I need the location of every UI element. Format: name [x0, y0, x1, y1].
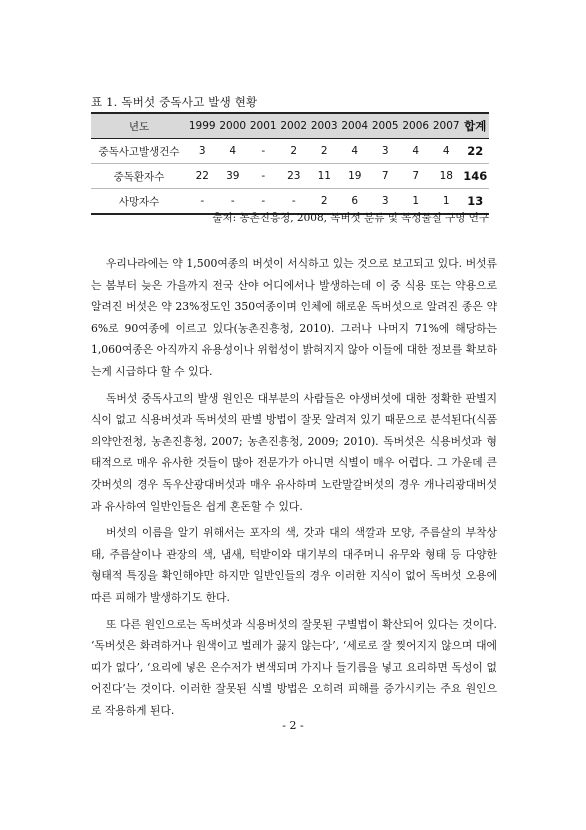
table-cell: 4	[412, 145, 420, 157]
row-label: 사망자수	[118, 195, 160, 208]
header-2004: 2004	[341, 120, 369, 132]
header-2000: 2000	[219, 120, 247, 132]
table-row	[91, 164, 489, 189]
header-year: 년도	[128, 120, 150, 133]
table-row	[91, 139, 489, 164]
table-cell: 4	[442, 145, 450, 157]
paragraph: 우리나라에는 약 1,500여종의 버섯이 서식하고 있는 것으로 보고되고 있다. 버섯류는 봄부터 늦은 가을까지 전국 산야 어디에서나 발생하는데 이 중 식용 또는 약용으로 알려진 버섯은 약 23%정도인 350여종이며 인체에 해로운 독버섯으로 알려진 종은 약 6%로 90여종에 이르고 있다(농촌진흥청, 2010). 그러나 나머지 71%에 해당하는 1,060여종은 아직까지 유용성이나 위험성이 밝혀지지 않아 이들에 대한 정보를 확보하는게 시급하다 할 수 있다.	[91, 257, 497, 378]
page-number: - 2 -	[282, 719, 304, 732]
table-cell: -	[200, 195, 205, 207]
header-1999: 1999	[188, 120, 216, 132]
total-cell: 22	[467, 144, 484, 158]
table-cell: 19	[348, 170, 362, 182]
paragraph: 또 다른 원인으로는 독버섯과 식용버섯의 잘못된 구별법이 확산되어 있다는 것이다. ‘독버섯은 화려하거나 원색이고 벌레가 끓지 않는다’, ‘세로로 잘 찢어지지 않으며 대에 띠가 없다’, ‘요리에 넣은 은수저가 변색되며 가지나 들기름을 넣고 요리하면 독성이 없어진다’는 것이다. 이러한 잘못된 식별 방법은 오히려 피해를 증가시키는 주요 원인으로 작용하게 된다.	[91, 617, 497, 717]
table-cell: 23	[287, 170, 301, 182]
table-cell: 22	[195, 170, 209, 182]
table-cell: 2	[320, 145, 328, 157]
header-2002: 2002	[280, 120, 308, 132]
header-2003: 2003	[310, 120, 338, 132]
table-source: 출처: 농촌진흥청, 2008, 독버섯 분류 및 독성물질 구명 연구	[212, 212, 489, 224]
total-cell: 146	[463, 169, 488, 183]
table-cell: 2	[320, 195, 328, 207]
table-cell: 1	[442, 195, 450, 207]
table-caption: 표 1. 독버섯 중독사고 발생 현황	[91, 95, 258, 109]
table-cell: 2	[290, 145, 298, 157]
table-cell: -	[230, 195, 235, 207]
table-cell: 1	[412, 195, 420, 207]
table-cell: -	[291, 195, 296, 207]
body-text	[91, 253, 497, 726]
header-2006: 2006	[402, 120, 430, 132]
table-cell: -	[261, 195, 266, 207]
table-cell: 7	[412, 170, 420, 182]
table-cell: 3	[381, 195, 389, 207]
poisoning-stats-table	[91, 112, 489, 215]
table-cell: 6	[351, 195, 359, 207]
table-header-row	[91, 113, 489, 139]
header-total: 합계	[464, 119, 487, 133]
total-cell: 13	[467, 194, 484, 208]
table-cell: 4	[229, 145, 237, 157]
paragraph: 버섯의 이름을 알기 위해서는 포자의 색, 갓과 대의 색깔과 모양, 주름살의 부착상태, 주름살이나 관장의 색, 냄새, 턱받이와 대기부의 대주머니 유무와 형태 등 다양한 형태적 특징을 확인해야만 하지만 일반인들의 경우 이러한 지식이 없어 독버섯 오용에 따른 피해가 발생하기도 한다.	[91, 526, 497, 604]
table-cell: 3	[198, 145, 206, 157]
row-label: 중독사고발생건수	[98, 145, 180, 158]
table-cell: 7	[381, 170, 389, 182]
paragraph: 독버섯 중독사고의 발생 원인은 대부분의 사람들은 야생버섯에 대한 정확한 판별지식이 없고 식용버섯과 독버섯의 판별 방법이 잘못 알려져 있기 때문으로 분석된다(식품의약안전청, 농촌진흥청, 2007; 농촌진흥청, 2009; 2010). 독버섯은 식용버섯과 형태적으로 매우 유사한 것들이 많아 전문가가 아니면 식별이 매우 어렵다. 그 가운데 큰갓버섯의 경우 독우산광대버섯과 매우 유사하며 노란말갈버섯의 경우 개나리광대버섯과 유사하여 일반인들은 쉽게 혼돈할 수 있다.	[91, 391, 497, 513]
table-cell: 18	[439, 170, 453, 182]
table-cell: -	[261, 170, 266, 182]
header-2001: 2001	[249, 120, 277, 132]
table-cell: 39	[226, 170, 240, 182]
table-cell: 11	[317, 170, 331, 182]
header-2005: 2005	[371, 120, 399, 132]
table-cell: 3	[381, 145, 389, 157]
table-cell: 4	[351, 145, 359, 157]
table-cell: -	[261, 145, 266, 157]
row-label: 중독환자수	[113, 170, 165, 183]
header-2007: 2007	[432, 120, 460, 132]
